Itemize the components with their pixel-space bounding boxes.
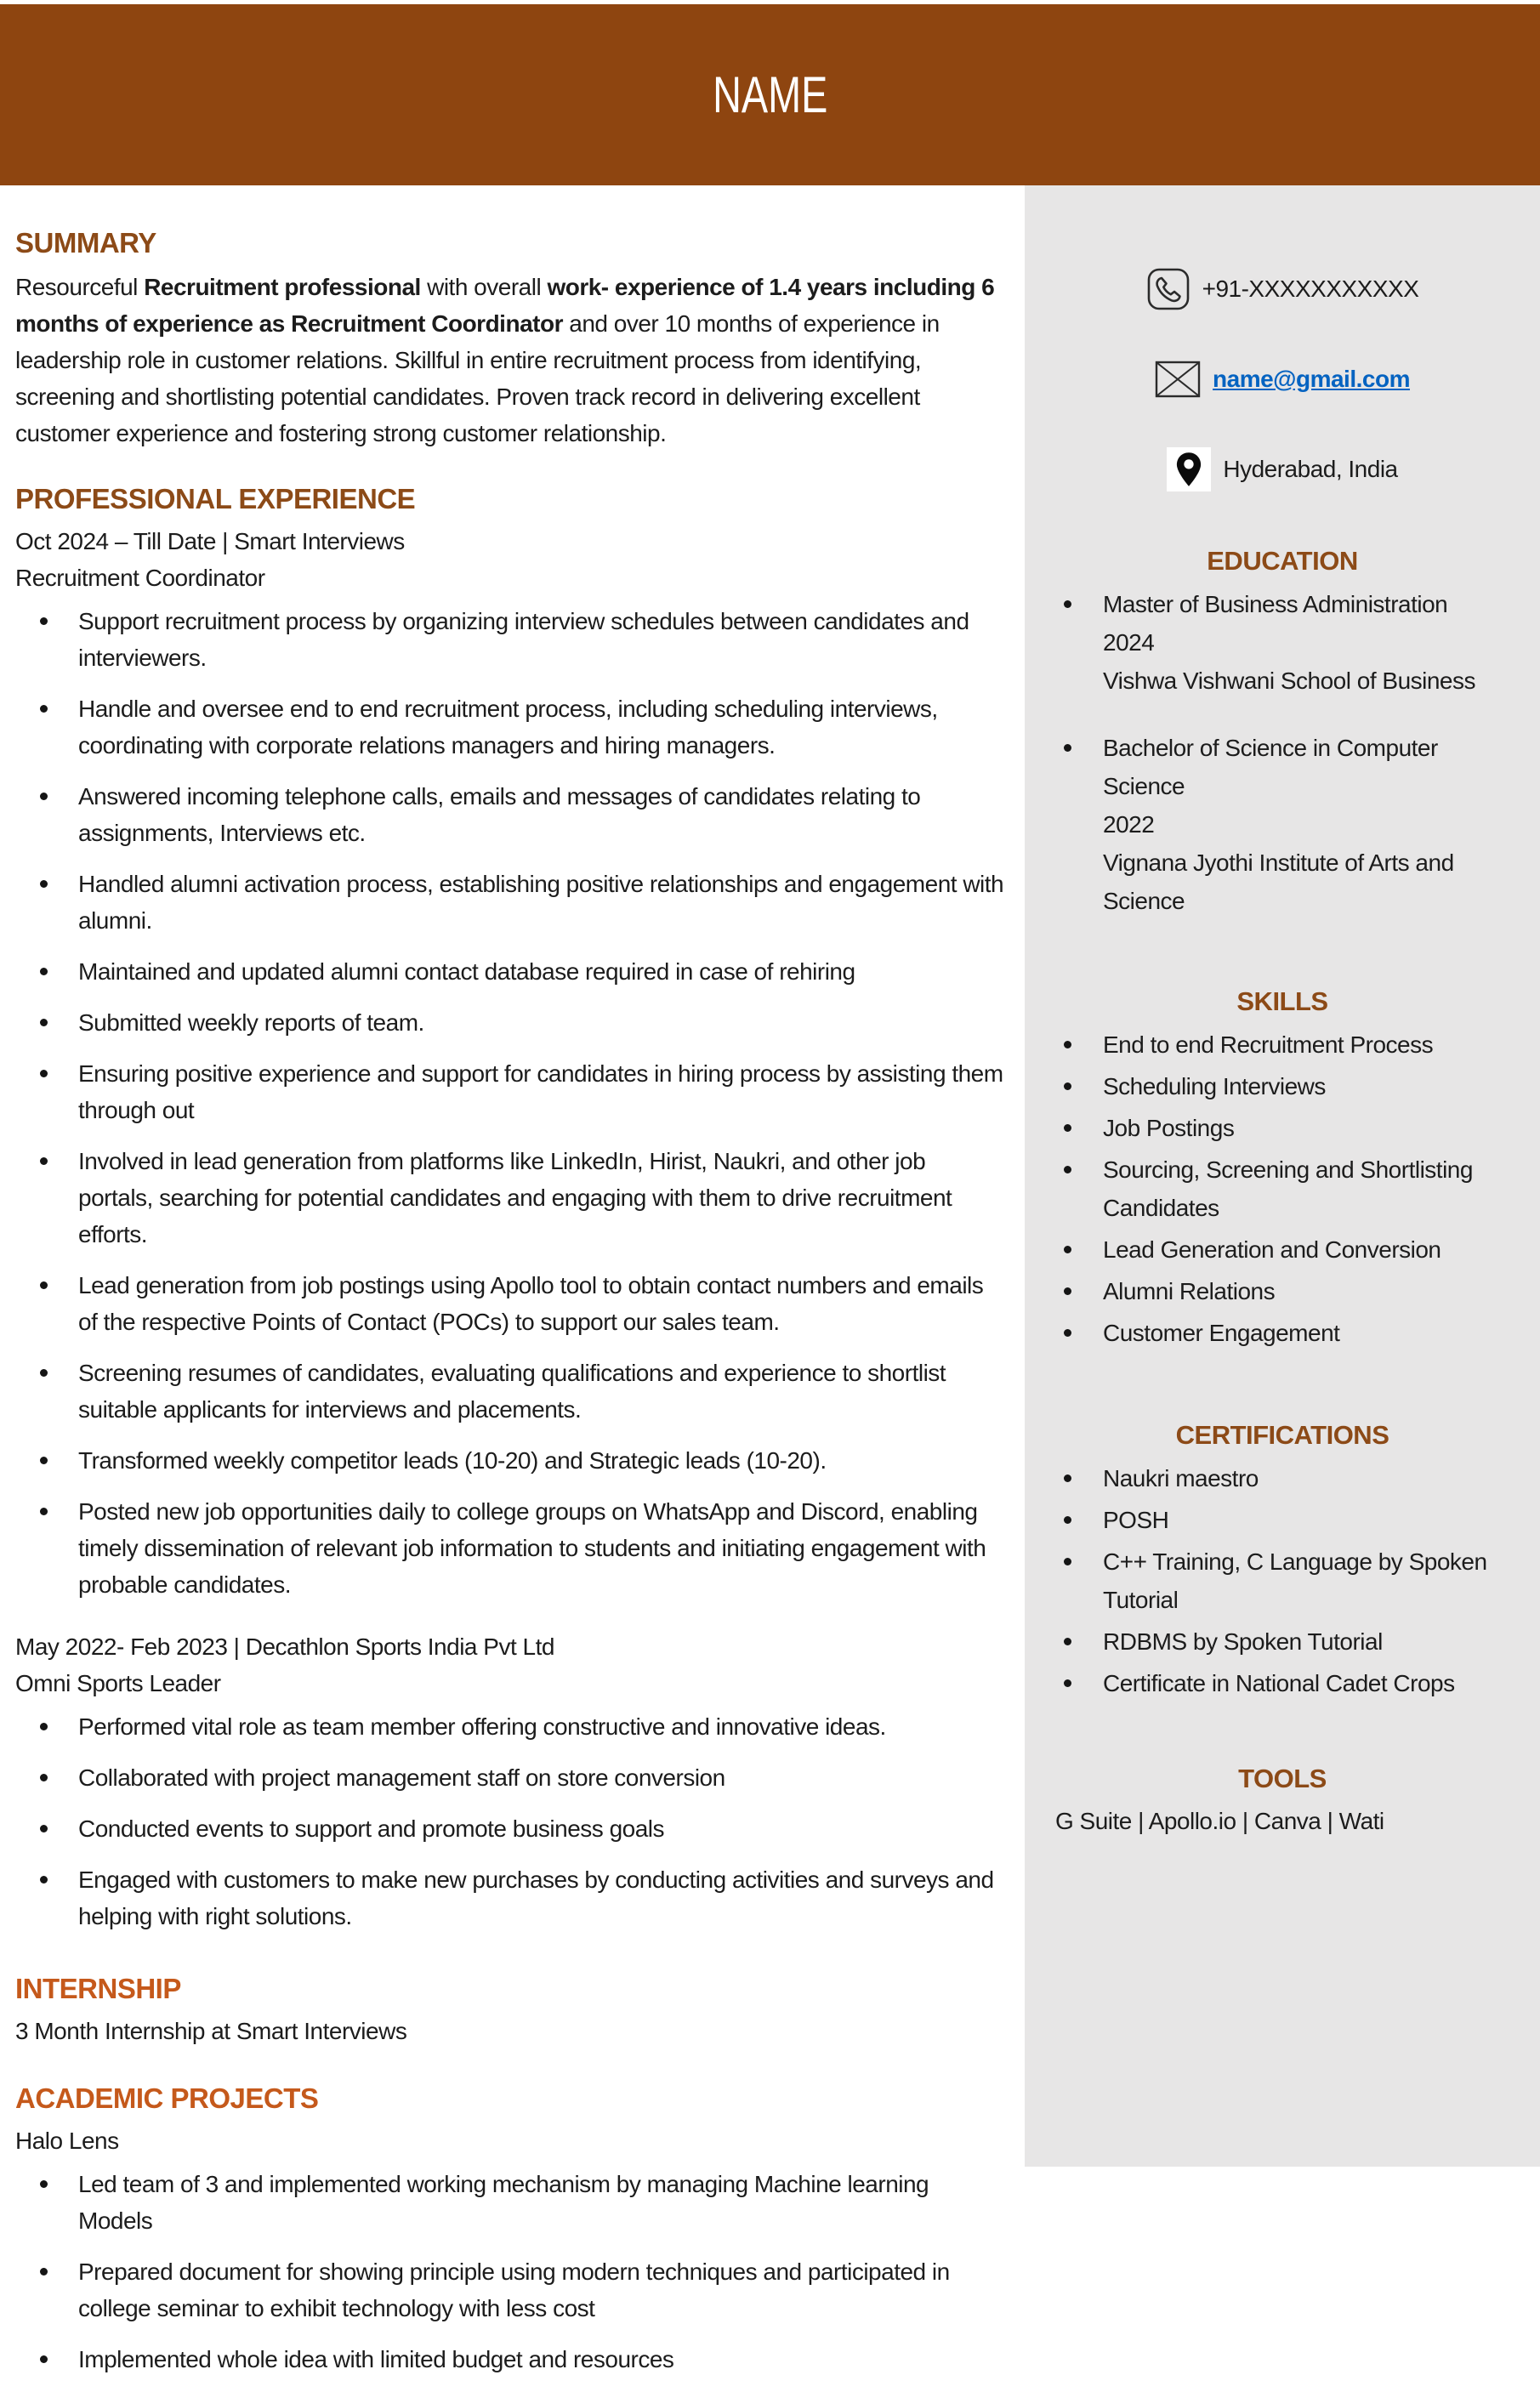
bullet-item: Posted new job opportunities daily to college groups on WhatsApp and Discord, enabling timely dissemination of relevant job information to students and initiating engagement with probable candidates.: [78, 1493, 1006, 1603]
content-area: [0, 185, 1540, 2392]
job-role: Recruitment Coordinator: [15, 565, 265, 591]
contact-phone-row: [1038, 267, 1526, 311]
certification-item: Naukri maestro: [1103, 1459, 1518, 1497]
education-school: Vishwa Vishwani School of Business: [1103, 668, 1475, 694]
certification-item: POSH: [1103, 1501, 1518, 1539]
certification-item: C++ Training, C Language by Spoken Tutorial: [1103, 1543, 1518, 1619]
education-degree: Master of Business Administration: [1103, 591, 1448, 617]
education-item: [1103, 585, 1518, 700]
education-item: [1103, 729, 1518, 920]
main-column: [0, 185, 1025, 2392]
bullet-item: Prepared document for showing principle using modern techniques and participated in college seminar to exhibit technology with less cost: [78, 2253, 1006, 2327]
skill-item: Alumni Relations: [1103, 1272, 1518, 1310]
bullet-item: Ensuring positive experience and support for candidates in hiring process by assisting them through out: [78, 1055, 1006, 1128]
job-role: Omni Sports Leader: [15, 1670, 221, 1696]
certifications-list: [1038, 1459, 1526, 1702]
skill-item: Customer Engagement: [1103, 1314, 1518, 1352]
bullet-item: Collaborated with project management staff on store conversion: [78, 1759, 1006, 1796]
skill-item: Lead Generation and Conversion: [1103, 1230, 1518, 1269]
bullet-item: Led team of 3 and implemented working mechanism by managing Machine learning Models: [78, 2166, 1006, 2239]
name-title: NAME: [712, 66, 828, 123]
phone-number: +91-XXXXXXXXXXX: [1202, 276, 1419, 302]
bullet-item: Screening resumes of candidates, evaluating qualifications and experience to shortlist suitable applicants for interviews and placements.: [78, 1355, 1006, 1428]
job-entry: [15, 523, 1006, 1603]
projects-heading: ACADEMIC PROJECTS: [15, 2082, 319, 2114]
education-year: 2022: [1103, 811, 1155, 838]
bullet-item: Conducted events to support and promote business goals: [78, 1810, 1006, 1847]
education-degree: Bachelor of Science in Computer Science: [1103, 735, 1438, 799]
internship-text: 3 Month Internship at Smart Interviews: [15, 2018, 407, 2044]
summary-text: Resourceful Recruitment professional with overall work- experience of 1.4 years including 6 months of experience as Recruitment Coordinator and over 10 months of experience in leadership role in customer relations. Skillful in entire recruitment process from identifying, screening and shortlisting potential candidates. Proven track record in delivering excellent customer experience and fostering strong customer relationship.: [15, 274, 995, 446]
project-bullets: [15, 2166, 1006, 2378]
job-bullets: [15, 1708, 1006, 1935]
tools-text: G Suite | Apollo.io | Canva | Wati: [1055, 1808, 1384, 1834]
tools-heading: TOOLS: [1238, 1764, 1327, 1793]
bullet-item: Engaged with customers to make new purchases by conducting activities and surveys and helping with right solutions.: [78, 1861, 1006, 1935]
skills-list: [1038, 1026, 1526, 1352]
skill-item: Job Postings: [1103, 1109, 1518, 1147]
bullet-item: Handled alumni activation process, establishing positive relationships and engagement with alumni.: [78, 866, 1006, 939]
email-icon: [1155, 361, 1201, 398]
bullet-item: Handle and oversee end to end recruitment process, including scheduling interviews, coordinating with corporate relations managers and hiring managers.: [78, 690, 1006, 764]
summary-heading: SUMMARY: [15, 227, 156, 259]
skill-item: End to end Recruitment Process: [1103, 1026, 1518, 1064]
job-entry: [15, 1628, 1006, 1935]
bullet-item: Maintained and updated alumni contact database required in case of rehiring: [78, 953, 1006, 990]
job-dates-company: Oct 2024 – Till Date | Smart Interviews: [15, 528, 405, 554]
skill-item: Scheduling Interviews: [1103, 1067, 1518, 1105]
email-link[interactable]: name@gmail.com: [1213, 366, 1410, 392]
bullet-item: Support recruitment process by organizing interview schedules between candidates and interviewers.: [78, 603, 1006, 676]
bullet-item: Implemented whole idea with limited budget and resources: [78, 2341, 1006, 2378]
jobs-container: [15, 523, 1006, 1935]
job-dates-company: May 2022- Feb 2023 | Decathlon Sports India Pvt Ltd: [15, 1633, 554, 1660]
education-year: 2024: [1103, 629, 1155, 656]
skill-item: Sourcing, Screening and Shortlisting Candidates: [1103, 1151, 1518, 1227]
bullet-item: Performed vital role as team member offering constructive and innovative ideas.: [78, 1708, 1006, 1745]
experience-heading: PROFESSIONAL EXPERIENCE: [15, 483, 416, 514]
certification-item: Certificate in National Cadet Crops: [1103, 1664, 1518, 1702]
certifications-heading: CERTIFICATIONS: [1175, 1420, 1389, 1450]
sidebar: [1025, 185, 1540, 2167]
bullet-item: Answered incoming telephone calls, emails and messages of candidates relating to assignments, Interviews etc.: [78, 778, 1006, 851]
location-text: Hyderabad, India: [1223, 456, 1398, 482]
education-list: [1038, 585, 1526, 920]
contact-location-row: [1038, 447, 1526, 491]
contact-email-row: [1038, 357, 1526, 401]
phone-icon: [1146, 267, 1191, 311]
resume-page: [0, 4, 1540, 2372]
bullet-item: Involved in lead generation from platforms like LinkedIn, Hirist, Naukri, and other job portals, searching for potential candidates and engaging with them to drive recruitment efforts.: [78, 1143, 1006, 1253]
project-title: Halo Lens: [15, 2128, 119, 2154]
location-pin-icon: [1167, 447, 1211, 491]
bullet-item: Transformed weekly competitor leads (10-20) and Strategic leads (10-20).: [78, 1442, 1006, 1479]
bullet-item: Submitted weekly reports of team.: [78, 1004, 1006, 1041]
education-heading: EDUCATION: [1207, 546, 1358, 576]
skills-heading: SKILLS: [1236, 986, 1328, 1016]
education-school: Vignana Jyothi Institute of Arts and Science: [1103, 849, 1454, 914]
header-banner: [0, 4, 1540, 185]
certification-item: RDBMS by Spoken Tutorial: [1103, 1622, 1518, 1661]
job-bullets: [15, 603, 1006, 1603]
internship-heading: INTERNSHIP: [15, 1973, 181, 2004]
bullet-item: Lead generation from job postings using Apollo tool to obtain contact numbers and emails of the respective Points of Contact (POCs) to support our sales team.: [78, 1267, 1006, 1340]
